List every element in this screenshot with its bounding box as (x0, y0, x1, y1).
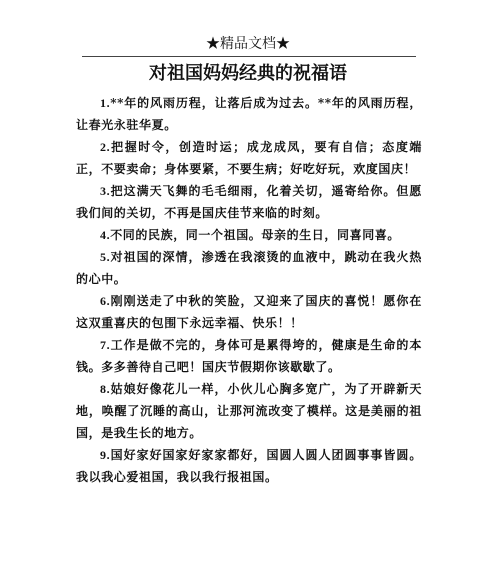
paragraph-text: 不同的民族，同一个祖国。母亲的生日，同喜同喜。 (110, 228, 401, 242)
paragraph-text: 把握时令，创造时运；成龙成凤，要有自信；态度端正，不要卖命；身体要紧，不要生病；好吃好玩，欢度国庆！ (76, 140, 422, 176)
paragraph-text: 国好家好国家好家家都好，国圆人圆人团圆事事皆圆。我以我心爱祖国，我以我行报祖国。 (76, 448, 422, 484)
paragraph-8 (76, 378, 422, 444)
paragraph-number: 7. (100, 338, 111, 352)
paragraph-7 (76, 334, 422, 378)
paragraph-text: **年的风雨历程，让落后成为过去。**年的风雨历程，让春光永驻华夏。 (76, 96, 422, 132)
paragraph-text: 把这满天飞舞的毛毛细雨，化着关切，遥寄给你。但愿我们间的关切，不再是国庆佳节来临的时刻。 (76, 184, 422, 220)
header-divider (82, 56, 416, 57)
paragraph-text: 刚刚送走了中秋的笑脸，又迎来了国庆的喜悦！愿你在这双重喜庆的包围下永远幸福、快乐！！ (76, 294, 422, 330)
paragraph-3 (76, 180, 422, 224)
header-banner: ★精品文档★ (206, 36, 290, 52)
paragraph-number: 9. (100, 448, 111, 462)
paragraph-number: 4. (100, 228, 111, 242)
paragraph-number: 2. (100, 140, 111, 154)
paragraph-6 (76, 290, 422, 334)
paragraph-9 (76, 444, 422, 488)
paragraph-text: 对祖国的深情，渗透在我滚烫的血液中，跳动在我火热的心中。 (76, 250, 422, 286)
paragraph-number: 8. (100, 382, 111, 396)
paragraph-number: 3. (100, 184, 111, 198)
page-title: 对祖国妈妈经典的祝福语 (149, 63, 347, 84)
paragraph-text: 姑娘好像花儿一样，小伙儿心胸多宽广，为了开辟新天地，唤醒了沉睡的高山，让那河流改变了模样。这是美丽的祖国，是我生长的地方。 (76, 382, 422, 440)
paragraph-1 (76, 92, 422, 136)
paragraph-5 (76, 246, 422, 290)
paragraph-4 (76, 224, 422, 246)
paragraph-text: 工作是做不完的，身体可是累得垮的，健康是生命的本钱。多多善待自己吧！国庆节假期你该歇歇了。 (76, 338, 422, 374)
paragraph-number: 5. (100, 250, 111, 264)
paragraph-number: 6. (100, 294, 111, 308)
paragraph-number: 1. (100, 96, 111, 110)
paragraph-2 (76, 136, 422, 180)
document-body (76, 92, 422, 488)
